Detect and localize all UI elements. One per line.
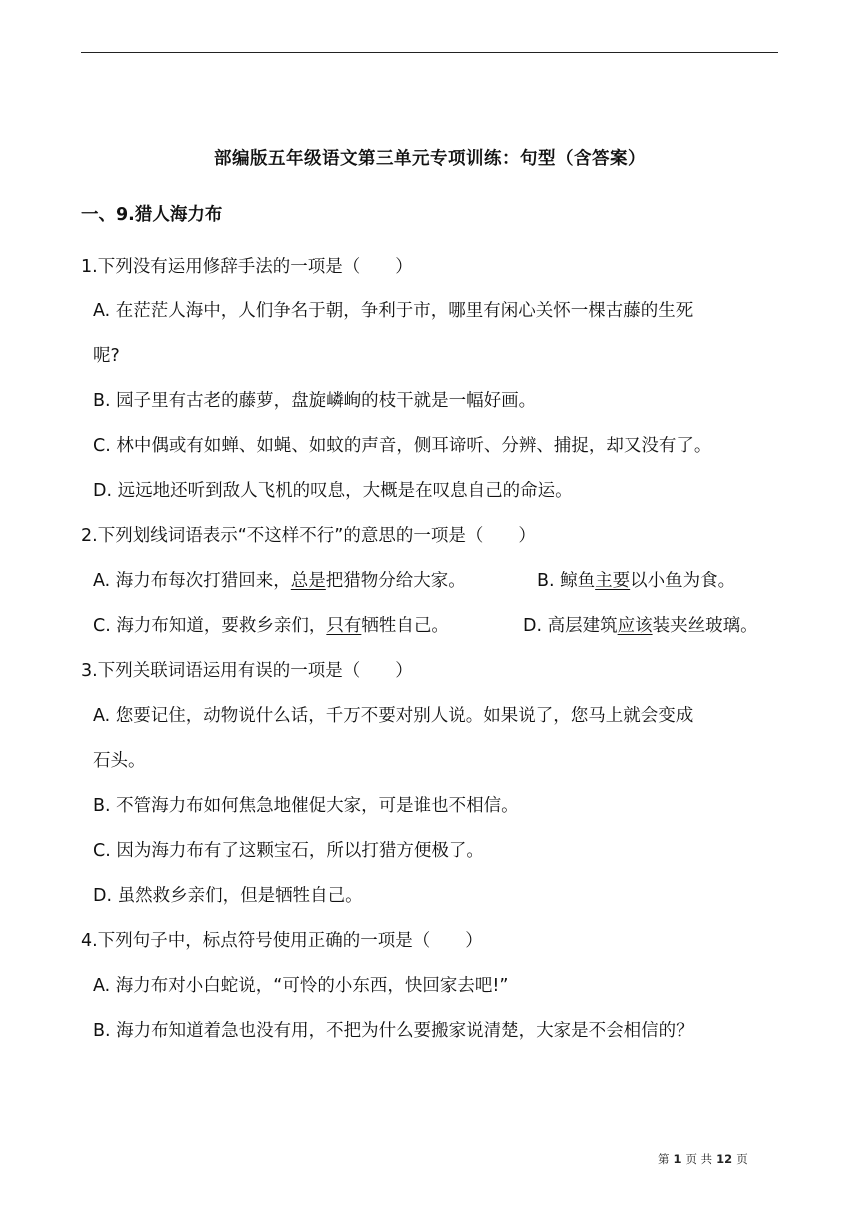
footer-text: 页: [736, 1152, 748, 1166]
question-2-option-c: [93, 615, 449, 637]
question-2-option-d: [523, 615, 758, 637]
question-2-option-b: [537, 570, 735, 592]
option-text: D. 高层建筑: [523, 616, 618, 636]
option-text: 以小鱼为食。: [630, 571, 736, 591]
underlined-word: 总是: [290, 571, 326, 591]
option-text: 把猎物分给大家。: [325, 571, 466, 591]
page-number: [658, 1151, 748, 1167]
question-2-option-a: [93, 570, 466, 592]
question-1-option-d: D. 远远地还听到敌人飞机的叹息，大概是在叹息自己的命运。: [93, 481, 573, 501]
underlined-word: 主要: [595, 571, 631, 591]
question-3-option-a-cont: 石头。: [93, 751, 146, 771]
option-text: A. 海力布每次打猎回来，: [93, 571, 291, 591]
question-4-option-b: B. 海力布知道着急也没有用，不把为什么要搬家说清楚，大家是不会相信的？: [93, 1021, 694, 1041]
header-rule: [81, 52, 778, 53]
question-1-option-c: C. 林中偶或有如蝉、如蝇、如蚊的声音，侧耳谛听、分辨、捕捉，却又没有了。: [93, 436, 712, 456]
footer-text: 页 共: [685, 1152, 713, 1166]
question-3-option-d: D. 虽然救乡亲们，但是牺牲自己。: [93, 886, 363, 906]
total-pages: 12: [716, 1152, 733, 1166]
option-text: B. 鲸鱼: [537, 571, 596, 591]
option-text: C. 海力布知道，要救乡亲们，: [93, 616, 327, 636]
question-4-stem: 4.下列句子中，标点符号使用正确的一项是（ ）: [81, 931, 483, 951]
question-3-stem: 3.下列关联词语运用有误的一项是（ ）: [81, 661, 413, 681]
page-title: 部编版五年级语文第三单元专项训练：句型（含答案）: [214, 149, 646, 169]
question-1-option-a: A. 在茫茫人海中，人们争名于朝，争利于市，哪里有闲心关怀一棵古藤的生死: [93, 301, 694, 321]
question-3-option-c: C. 因为海力布有了这颗宝石，所以打猎方便极了。: [93, 841, 484, 861]
question-4-option-a: A. 海力布对小白蛇说，“可怜的小东西，快回家去吧!”: [93, 976, 509, 996]
question-2-stem: 2.下列划线词语表示“不这样不行”的意思的一项是（ ）: [81, 526, 536, 546]
question-1-option-a-cont: 呢?: [93, 346, 120, 366]
option-text: 装夹丝玻璃。: [652, 616, 758, 636]
footer-text: 第: [658, 1152, 670, 1166]
underlined-word: 应该: [617, 616, 653, 636]
current-page: 1: [673, 1152, 682, 1166]
question-3-option-b: B. 不管海力布如何焦急地催促大家，可是谁也不相信。: [93, 796, 519, 816]
section-heading: 一、9.猎人海力布: [81, 205, 223, 225]
question-1-stem: 1.下列没有运用修辞手法的一项是（ ）: [81, 257, 413, 277]
question-1-option-b: B. 园子里有古老的藤萝，盘旋嶙峋的枝干就是一幅好画。: [93, 391, 537, 411]
option-text: 牺牲自己。: [361, 616, 449, 636]
underlined-word: 只有: [326, 616, 362, 636]
question-3-option-a: A. 您要记住，动物说什么话，千万不要对别人说。如果说了，您马上就会变成: [93, 706, 694, 726]
